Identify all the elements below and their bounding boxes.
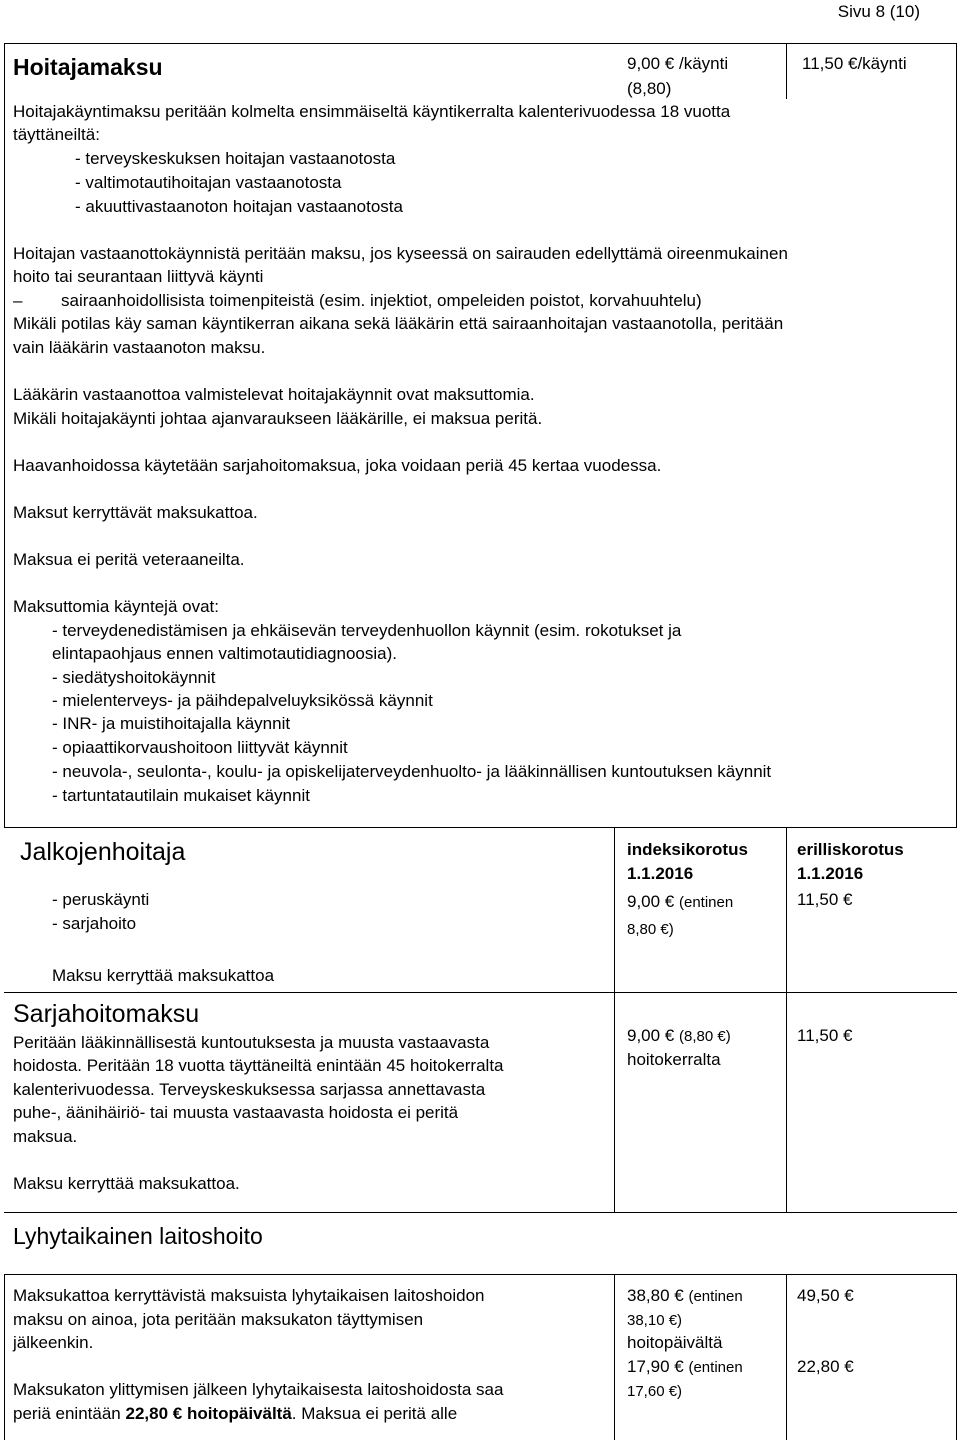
section3-price2: 11,50 €: [797, 1026, 853, 1045]
divider: [4, 1274, 957, 1275]
s1-line: Maksua ei peritä veteraaneilta.: [13, 550, 245, 569]
section4-price1-a-old: 38,10 €): [627, 1312, 683, 1329]
section3-price1: 9,00 € (8,80 €): [627, 1026, 731, 1045]
s1-line: Lääkärin vastaanottoa valmistelevat hoitajakäynnit ovat maksuttomia.: [13, 385, 535, 404]
s1-line: - valtimotautihoitajan vastaanotosta: [75, 173, 342, 192]
section2-col1-header-1: indeksikorotus: [627, 840, 748, 859]
section1-price1-line1: 9,00 € /käynti: [627, 54, 729, 73]
column-divider: [786, 828, 787, 992]
column-divider: [786, 992, 787, 1212]
s1-line: Mikäli hoitajakäynti johtaa ajanvaraukseen lääkärille, ei maksua peritä.: [13, 409, 543, 428]
section4-price1-b: 17,90 € (entinen: [627, 1357, 743, 1376]
s1-line: vain lääkärin vastaanoton maksu.: [13, 338, 266, 357]
section2-col2-header-2: 1.1.2016: [797, 864, 864, 883]
s1-line: Hoitajakäyntimaksu peritään kolmelta ensimmäiseltä käyntikerralta kalenterivuodessa 18 vuotta: [13, 102, 731, 121]
section4-price2-a: 49,50 €: [797, 1286, 854, 1305]
s1-line: Mikäli potilas käy saman käyntikerran aikana sekä lääkärin että sairaanhoitajan vastaanotolla, peritään: [13, 314, 784, 333]
divider: [4, 1212, 957, 1213]
s1-line: - akuuttivastaanoton hoitajan vastaanotosta: [75, 197, 403, 216]
section2-col2-header-1: erilliskorotus: [797, 840, 904, 859]
column-divider: [956, 1274, 957, 1440]
section2-price1-old: 8,80 €): [627, 921, 674, 938]
s1-line: - neuvola-, seulonta-, koulu- ja opiskelijaterveydenhuolto- ja lääkinnällisen kuntoutuksen käynnit: [52, 762, 772, 781]
section2-price1: 9,00 € (entinen: [627, 892, 734, 911]
section4-line: maksu on ainoa, jota peritään maksukaton täyttymisen: [13, 1310, 424, 1329]
section2-item: - peruskäynti: [52, 890, 150, 909]
section4-line: Maksukattoa kerryttävistä maksuista lyhytaikaisen laitoshoidon: [13, 1286, 485, 1305]
s1-line: Haavanhoidossa käytetään sarjahoitomaksua, joka voidaan periä 45 kertaa vuodessa.: [13, 456, 662, 475]
section2-item: - sarjahoito: [52, 914, 137, 933]
section3-line: puhe-, äänihäiriö- tai muusta vastaavasta hoidosta ei peritä: [13, 1103, 459, 1122]
s1-line: - mielenterveys- ja päihdepalveluyksikössä käynnit: [52, 691, 433, 710]
section4-price1-unit: hoitopäivältä: [627, 1333, 723, 1352]
section3-title: Sarjahoitomaksu: [13, 1000, 200, 1028]
section4-line: Maksukaton ylittymisen jälkeen lyhytaikaisesta laitoshoidosta saa: [13, 1380, 504, 1399]
s1-line: - tartuntatautilain mukaiset käynnit: [52, 786, 310, 805]
s1-bullet-line: – sairaanhoidollisista toimenpiteistä (esim. injektiot, ompeleiden poistot, korvahuuhtelu): [13, 289, 702, 313]
s1-line: - siedätyshoitokäynnit: [52, 668, 216, 687]
s1-line: - terveyskeskuksen hoitajan vastaanotosta: [75, 149, 396, 168]
section3-line: maksua.: [13, 1127, 78, 1146]
column-divider: [614, 828, 615, 992]
column-divider: [786, 1274, 787, 1440]
section4-price2-b: 22,80 €: [797, 1357, 854, 1376]
column-divider: [4, 1274, 5, 1440]
s1-line: elintapaohjaus ennen valtimotautidiagnoosia).: [52, 644, 397, 663]
s1-line: täyttäneiltä:: [13, 125, 100, 144]
section4-price1-b-old: 17,60 €): [627, 1383, 683, 1400]
s1-line: Maksut kerryttävät maksukattoa.: [13, 503, 258, 522]
section2-price2: 11,50 €: [797, 890, 853, 909]
page-number: Sivu 8 (10): [837, 2, 920, 21]
section1-price1-line2: (8,80): [627, 79, 672, 98]
s1-line: - opiaattikorvaushoitoon liittyvät käynnit: [52, 738, 348, 757]
section4-line: jälkeenkin.: [13, 1333, 94, 1352]
section3-line: kalenterivuodessa. Terveyskeskuksessa sarjassa annettavasta: [13, 1080, 486, 1099]
dash-bullet-icon: –: [13, 291, 23, 310]
section1-price2: 11,50 €/käynti: [802, 54, 907, 73]
section2-note: Maksu kerryttää maksukattoa: [52, 966, 275, 985]
section4-line: periä enintään 22,80 € hoitopäivältä. Maksua ei peritä alle: [13, 1404, 458, 1423]
column-divider: [614, 1274, 615, 1440]
section3-price1-unit: hoitokerralta: [627, 1050, 721, 1069]
section2-col1-header-2: 1.1.2016: [627, 864, 694, 883]
section3-line: hoidosta. Peritään 18 vuotta täyttäneiltä enintään 45 hoitokerralta: [13, 1056, 504, 1075]
s1-line: Hoitajan vastaanottokäynnistä peritään maksu, jos kyseessä on sairauden edellyttämä oireenmukainen: [13, 244, 788, 263]
section3-note: Maksu kerryttää maksukattoa.: [13, 1174, 240, 1193]
s1-line: hoito tai seurantaan liittyvä käynti: [13, 267, 264, 286]
s1-line: Maksuttomia käyntejä ovat:: [13, 597, 219, 616]
column-divider: [614, 992, 615, 1212]
section2-title: Jalkojenhoitaja: [20, 838, 186, 866]
section4-title: Lyhytaikainen laitoshoito: [13, 1223, 263, 1249]
s1-line: - INR- ja muistihoitajalla käynnit: [52, 714, 291, 733]
divider: [4, 992, 957, 993]
section3-line: Peritään lääkinnällisestä kuntoutuksesta ja muusta vastaavasta: [13, 1033, 490, 1052]
s1-line: - terveydenedistämisen ja ehkäisevän terveydenhuollon käynnit (esim. rokotukset ja: [52, 621, 682, 640]
section1-title: Hoitajamaksu: [13, 54, 163, 80]
section4-price1-a: 38,80 € (entinen: [627, 1286, 743, 1305]
